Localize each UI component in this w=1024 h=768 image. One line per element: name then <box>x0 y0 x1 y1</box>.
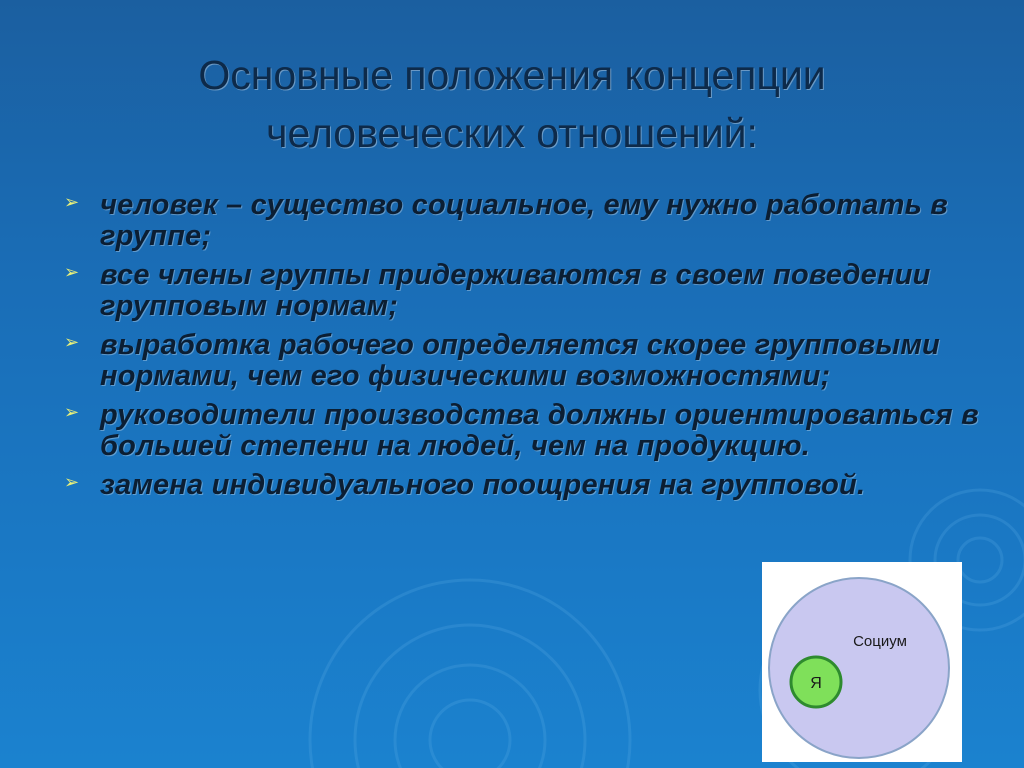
society-diagram <box>762 562 962 762</box>
list-item <box>62 470 982 501</box>
list-item <box>62 400 982 462</box>
bullet-text: выработка рабочего определяется скорее групповыми нормами, чем его физическими возможностями; <box>100 329 940 392</box>
arrow-right-icon: ➢ <box>64 402 80 422</box>
bullet-text: человек – существо социальное, ему нужно работать в группе; <box>100 189 948 252</box>
bullet-text: замена индивидуального поощрения на групповой. <box>100 469 866 501</box>
bullet-text: все члены группы придерживаются в своем поведении групповым нормам; <box>100 259 931 322</box>
list-item <box>62 260 982 322</box>
slide-title: Основные положения концепции человеческих отношений: <box>198 52 826 156</box>
arrow-right-icon: ➢ <box>64 262 80 282</box>
arrow-right-icon: ➢ <box>64 472 80 492</box>
arrow-right-icon: ➢ <box>64 192 80 212</box>
arrow-right-icon: ➢ <box>64 332 80 352</box>
bullet-text: руководители производства должны ориентироваться в большей степени на людей, чем на продукцию. <box>100 399 979 462</box>
society-diagram-svg <box>762 562 962 762</box>
self-label: Я <box>810 675 822 692</box>
society-label: Социум <box>853 633 907 650</box>
list-item <box>62 190 982 252</box>
list-item <box>62 330 982 392</box>
bullet-list <box>62 190 982 509</box>
